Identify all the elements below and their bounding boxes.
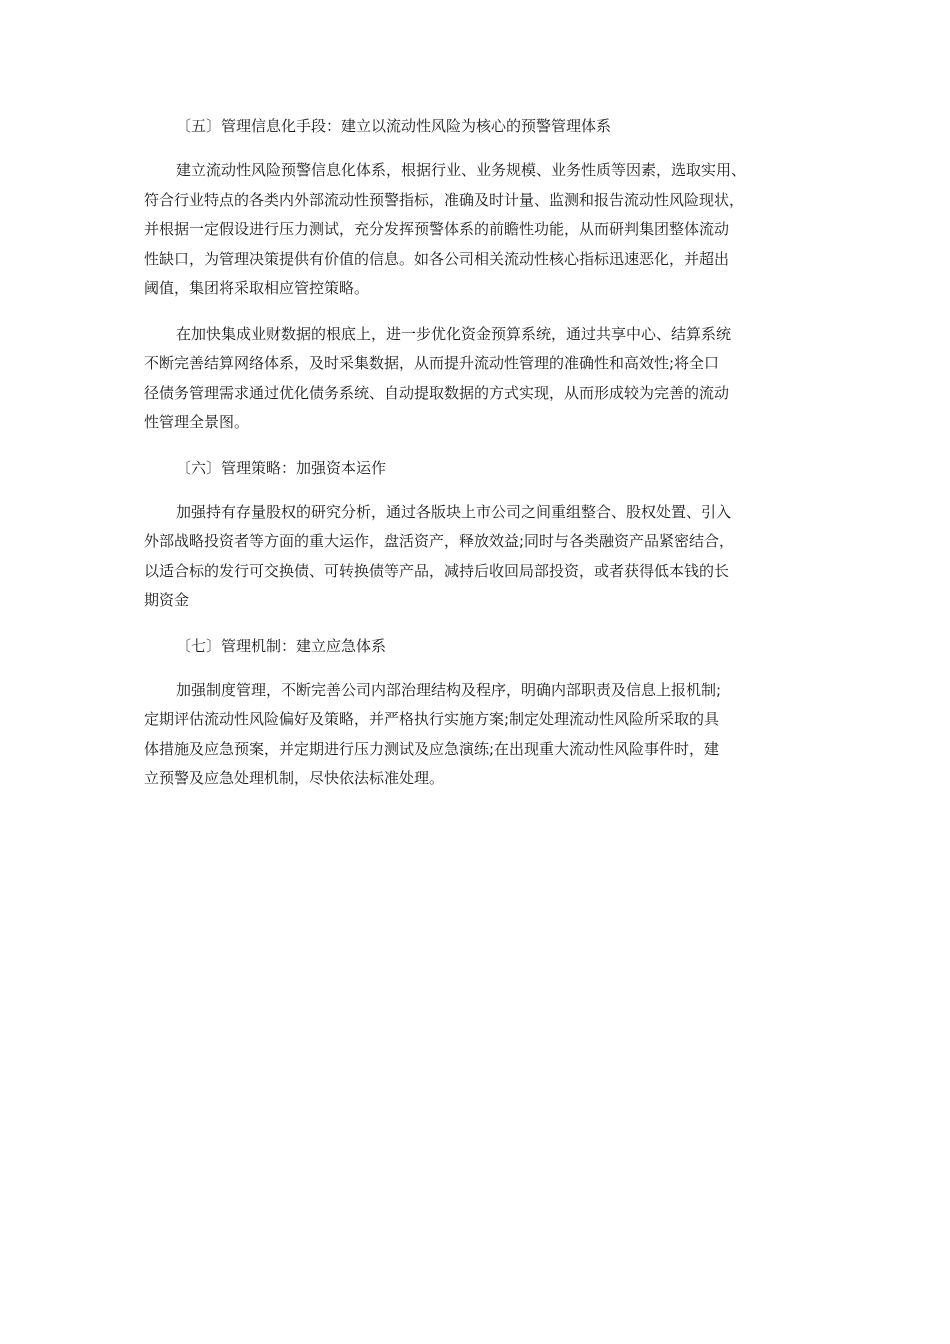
text-line: 径债务管理需求通过优化债务系统、自动提取数据的方式实现，从而形成较为完善的流动 — [144, 383, 730, 402]
text-line: 立预警及应急处理机制，尽快依法标准处理。 — [144, 769, 445, 787]
paragraph — [144, 320, 812, 438]
text-line: 加强制度管理，不断完善公司内部治理结构及程序，明确内部职责及信息上报机制; — [176, 680, 722, 699]
document-body — [144, 112, 812, 810]
text-line: 建立流动性风险预警信息化体系，根据行业、业务规模、业务性质等因素，选取实用、 — [176, 161, 747, 179]
text-line: 加强持有存量股权的研究分析，通过各版块上市公司之间重组整合、股权处置、引入 — [176, 502, 732, 521]
text-line: 不断完善结算网络体系，及时采集数据，从而提升流动性管理的准确性和高效性;将全口 — [144, 354, 720, 372]
text-line: 体措施及应急预案，并定期进行压力测试及应急演练;在出现重大流动性风险事件时，建 — [144, 739, 720, 758]
text-line: 外部战略投资者等方面的重大运作，盘活资产，释放效益;同时与各类融资产品紧密结合， — [144, 532, 735, 550]
paragraph — [144, 156, 812, 304]
text-line: 以适合标的发行可交换债、可转换债等产品，减持后收回局部投资，或者获得低本钱的长 — [144, 561, 730, 580]
paragraph — [144, 498, 812, 616]
text-line: 阈值，集团将采取相应管控策略。 — [144, 279, 370, 297]
text-line: 期资金 — [144, 591, 190, 609]
text-line: 在加快集成业财数据的根底上，进一步优化资金预算系统，通过共享中心、结算系统 — [176, 324, 732, 343]
text-line: 性缺口，为管理决策提供有价值的信息。如各公司相关流动性核心指标迅速恶化，并超出 — [144, 249, 730, 268]
section-heading: 〔五〕管理信息化手段：建立以流动性风险为核心的预警管理体系 — [176, 117, 612, 135]
section-heading: 〔六〕管理策略：加强资本运作 — [176, 458, 387, 477]
text-line: 定期评估流动性风险偏好及策略，并严格执行实施方案;制定处理流动性风险所采取的具 — [144, 710, 720, 728]
text-line: 符合行业特点的各类内外部流动性预警指标，准确及时计量、监测和报告流动性风险现状， — [144, 190, 745, 209]
section-heading: 〔七〕管理机制：建立应急体系 — [176, 636, 387, 655]
paragraph — [144, 676, 812, 794]
text-line: 性管理全景图。 — [144, 413, 250, 431]
text-line: 并根据一定假设进行压力测试，充分发挥预警体系的前瞻性功能，从而研判集团整体流动 — [144, 220, 730, 238]
